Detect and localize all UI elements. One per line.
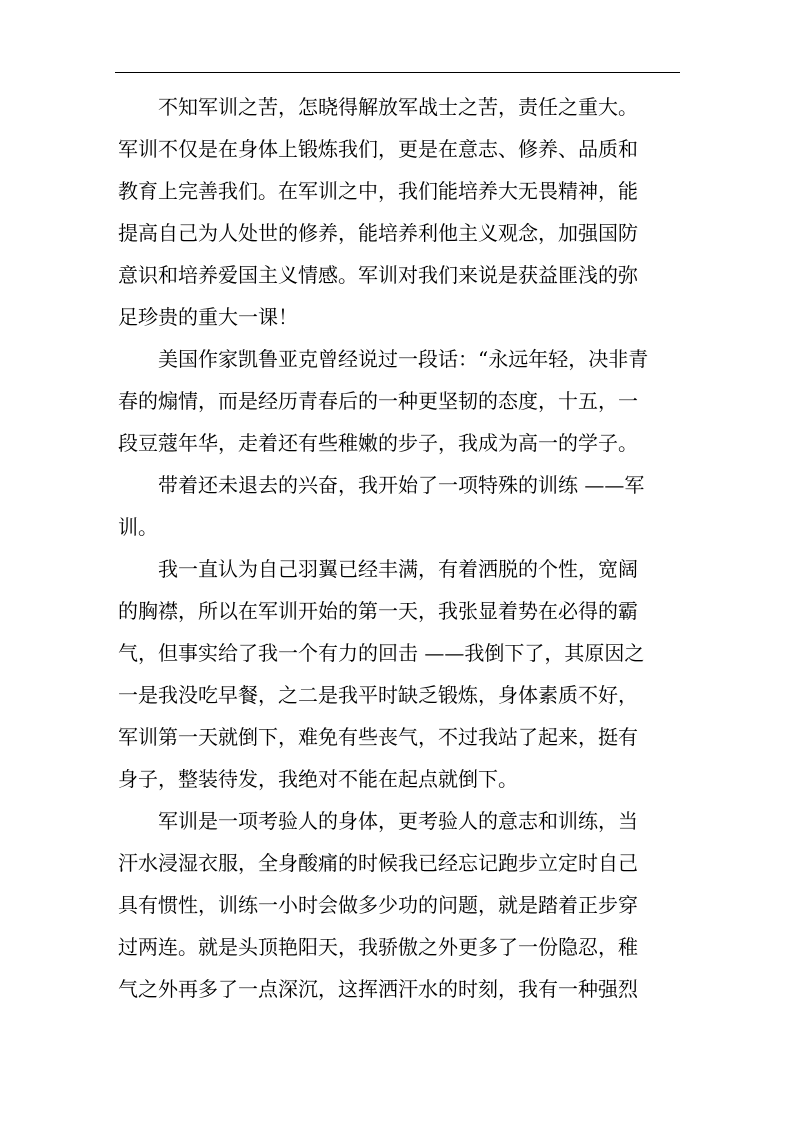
text-line: 具有惯性，训练一小时会做多少功的问题，就是踏着正步穿 — [118, 893, 638, 917]
paragraph-3 — [118, 464, 678, 548]
text-line: 的胸襟，所以在军训开始的第一天，我张显着势在必得的霸 — [118, 599, 638, 623]
text-line: 春的煽情，而是经历青春后的一种更坚韧的态度，十五，一 — [118, 389, 638, 413]
text-line: 气，但事实给了我一个有力的回击 ——我倒下了，其原因之 — [118, 641, 645, 665]
text-line: 不知军训之苦，怎晓得解放军战士之苦，责任之重大。 — [158, 95, 638, 119]
header-rule — [115, 72, 680, 73]
paragraph-1 — [118, 86, 678, 338]
text-line: 美国作家凯鲁亚克曾经说过一段话：“永远年轻，决非青 — [158, 347, 649, 371]
text-line: 足珍贵的重大一课！ — [118, 305, 298, 329]
text-line: 军训第一天就倒下，难免有些丧气，不过我站了起来，挺有 — [118, 725, 638, 749]
text-line: 军训是一项考验人的身体，更考验人的意志和训练，当 — [158, 809, 638, 833]
text-line: 训。 — [118, 515, 158, 539]
text-line: 过两连。就是头顶艳阳天，我骄傲之外更多了一份隐忍，稚 — [118, 935, 638, 959]
paragraph-2 — [118, 338, 678, 464]
text-line: 身子，整装待发，我绝对不能在起点就倒下。 — [118, 767, 518, 791]
text-line: 提高自己为人处世的修养，能培养利他主义观念，加强国防 — [118, 221, 638, 245]
paragraph-4 — [118, 548, 678, 800]
text-line: 段豆蔻年华，走着还有些稚嫩的步子，我成为高一的学子。 — [118, 431, 638, 455]
document-body — [118, 86, 678, 1010]
text-line: 意识和培养爱国主义情感。军训对我们来说是获益匪浅的弥 — [118, 263, 638, 287]
text-line: 汗水浸湿衣服，全身酸痛的时候我已经忘记跑步立定时自己 — [118, 851, 638, 875]
text-line: 我一直认为自己羽翼已经丰满，有着洒脱的个性，宽阔 — [158, 557, 638, 581]
text-line: 军训不仅是在身体上锻炼我们，更是在意志、修养、品质和 — [118, 137, 638, 161]
text-line: 气之外再多了一点深沉，这挥洒汗水的时刻，我有一种强烈 — [118, 977, 638, 1001]
text-line: 教育上完善我们。在军训之中，我们能培养大无畏精神，能 — [118, 179, 638, 203]
paragraph-5 — [118, 800, 678, 1010]
text-line: 带着还未退去的兴奋，我开始了一项特殊的训练 ——军 — [158, 473, 645, 497]
text-line: 一是我没吃早餐，之二是我平时缺乏锻炼，身体素质不好， — [118, 683, 638, 707]
